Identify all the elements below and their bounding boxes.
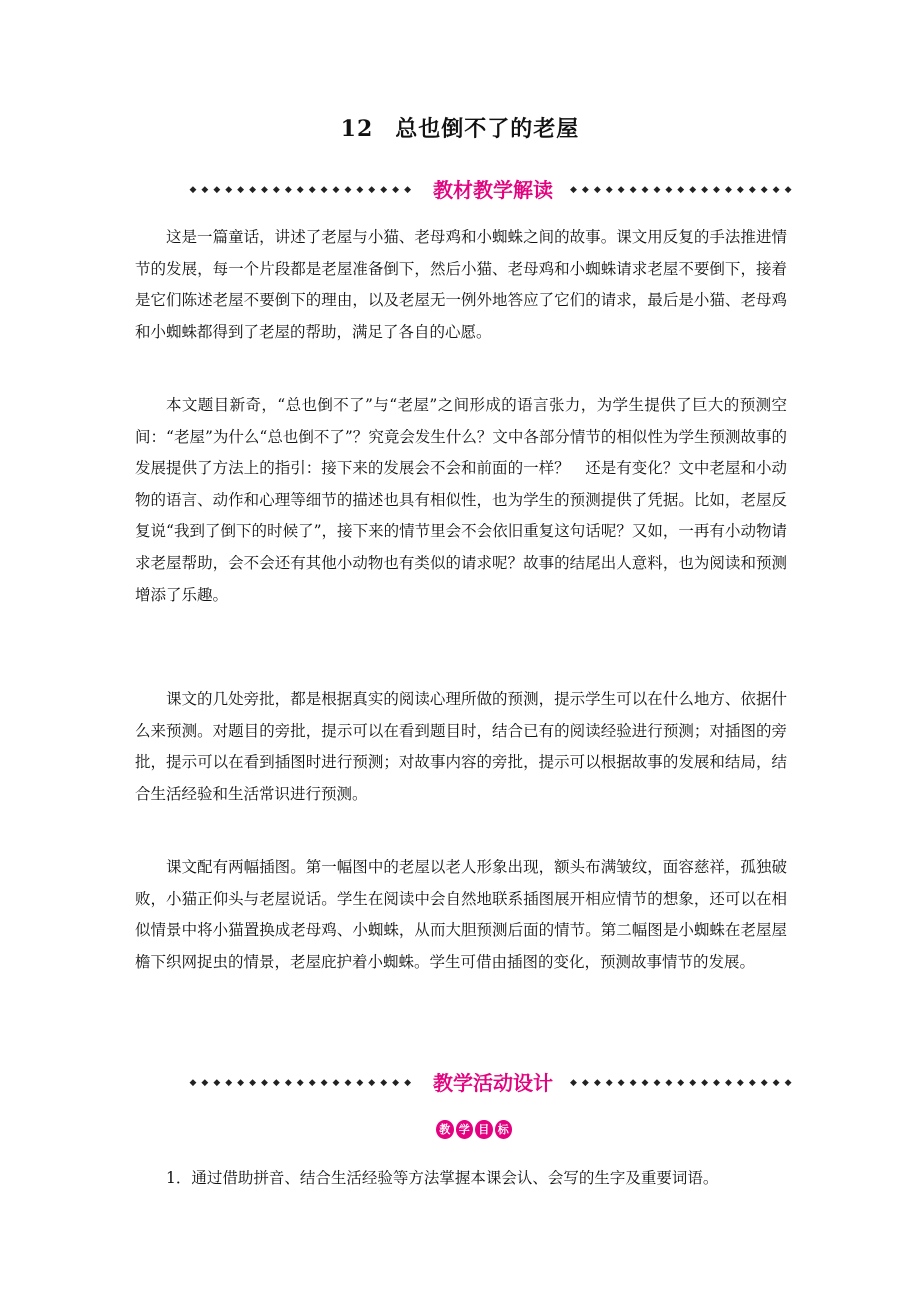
dots-divider-right: ◆◆◆◆◆◆◆◆◆◆◆◆◆◆◆◆◆◆◆ (570, 1078, 797, 1088)
section-header-activity (168, 1068, 818, 1098)
dots-divider-left: ◆◆◆◆◆◆◆◆◆◆◆◆◆◆◆◆◆◆◆ (189, 1078, 416, 1088)
paragraph-1: 这是一篇童话，讲述了老屋与小猫、老母鸡和小蜘蛛之间的故事。课文用反复的手法推进情节的发展，每一个片段都是老屋准备倒下，然后小猫、老母鸡和小蜘蛛请求老屋不要倒下，接着是它们陈述老屋不要倒下的理由，以及老屋无一例外地答应了它们的请求，最后是小猫、老母鸡和小蜘蛛都得到了老屋的帮助，满足了各自的心愿。 (135, 228, 787, 341)
section-header-reading (168, 175, 818, 205)
lesson-title-text: 总也倒不了的老屋 (395, 116, 580, 142)
badge-char: 学 (456, 1120, 474, 1139)
dots-divider-left: ◆◆◆◆◆◆◆◆◆◆◆◆◆◆◆◆◆◆◆ (189, 185, 416, 195)
teaching-goals-badge (436, 1120, 512, 1142)
section-heading-activity: 教学活动设计 (433, 1071, 553, 1095)
badge-char: 教 (436, 1120, 454, 1139)
lesson-number: 12 (340, 116, 374, 142)
goal-item-1: 1．通过借助拼音、结合生活经验等方法掌握本课会认、会写的生字及重要词语。 (166, 1169, 719, 1187)
dots-divider-right: ◆◆◆◆◆◆◆◆◆◆◆◆◆◆◆◆◆◆◆ (570, 185, 797, 195)
section-heading-reading: 教材教学解读 (433, 178, 553, 202)
paragraph-2: 本文题目新奇，“总也倒不了”与“老屋”之间形成的语言张力，为学生提供了巨大的预测空间：“老屋”为什么“总也倒不了”？究竟会发生什么？文中各部分情节的相似性为学生预测故事的发展提供了方法上的指引：接下来的发展会不会和前面的一样？ 还是有变化？文中老屋和小动物的语言、动作和心理等细节的描述也具有相似性，也为学生的预测提供了凭据。比如，老屋反复说“我到了倒下的时候了”，接下来的情节里会不会依旧重复这句话呢？又如，一再有小动物请求老屋帮助，会不会还有其他小动物也有类似的请求呢？故事的结尾出人意料，也为阅读和预测增添了乐趣。 (135, 396, 787, 604)
paragraph-3: 课文的几处旁批，都是根据真实的阅读心理所做的预测，提示学生可以在什么地方、依据什么来预测。对题目的旁批，提示可以在看到题目时，结合已有的阅读经验进行预测；对插图的旁批，提示可以在看到插图时进行预测；对故事内容的旁批，提示可以根据故事的发展和结局，结合生活经验和生活常识进行预测。 (135, 690, 787, 803)
badge-char: 目 (475, 1120, 493, 1139)
paragraph-4: 课文配有两幅插图。第一幅图中的老屋以老人形象出现，额头布满皱纹，面容慈祥，孤独破败，小猫正仰头与老屋说话。学生在阅读中会自然地联系插图展开相应情节的想象，还可以在相似情景中将小猫置换成老母鸡、小蜘蛛，从而大胆预测后面的情节。第二幅图是小蜘蛛在老屋屋檐下织网捉虫的情景，老屋庇护着小蜘蛛。学生可借由插图的变化，预测故事情节的发展。 (135, 858, 787, 971)
lesson-title (0, 112, 920, 143)
badge-char: 标 (495, 1120, 513, 1139)
